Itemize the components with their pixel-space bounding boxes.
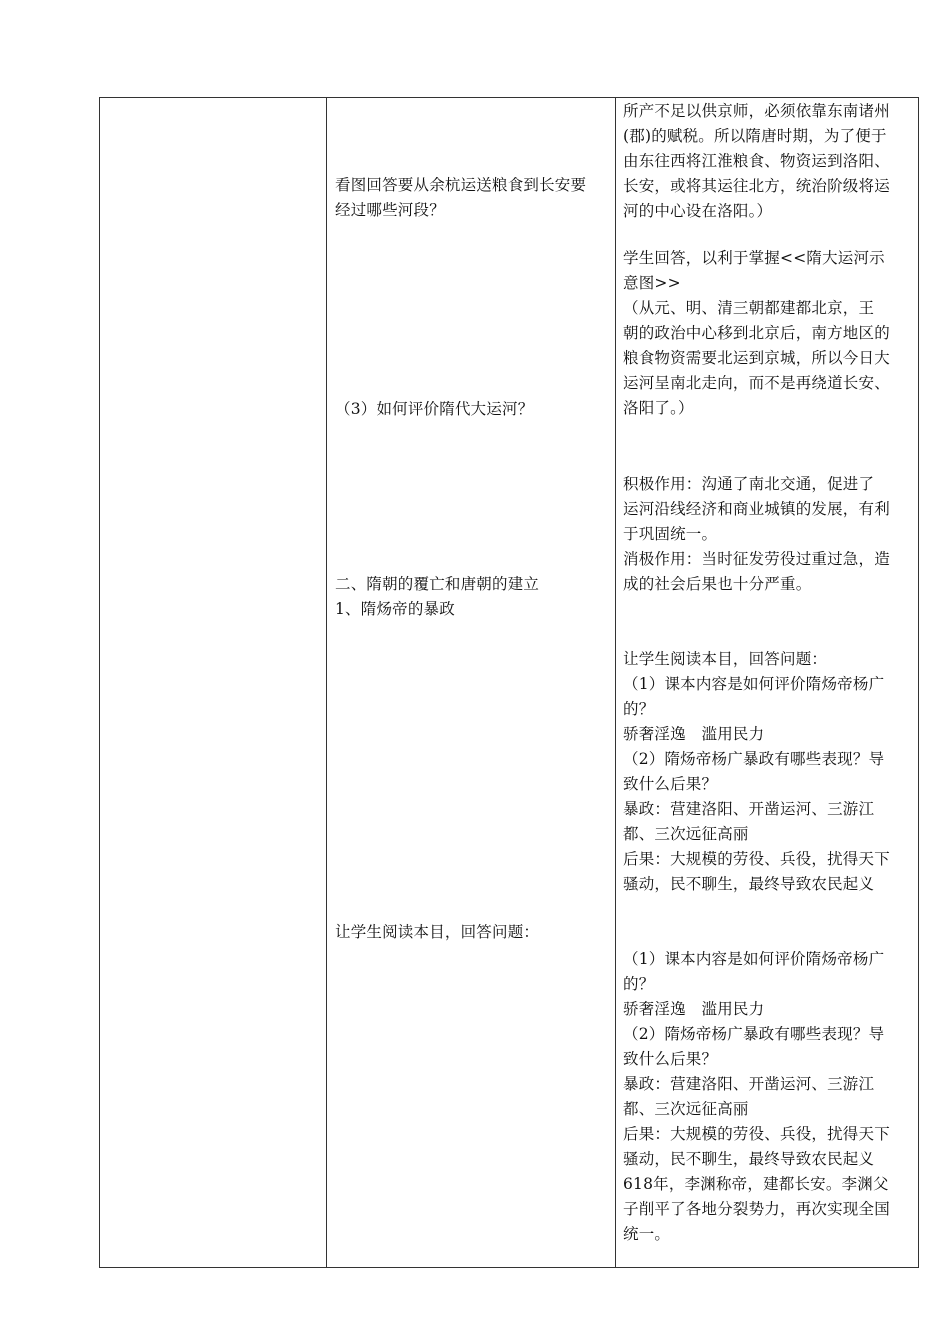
answer-line: 让学生阅读本目，回答问题： bbox=[623, 650, 828, 668]
route-question-line1: 看图回答要从余杭运送粮食到长安要 bbox=[335, 176, 587, 194]
answer-line: 都、三次远征高丽 bbox=[623, 825, 749, 843]
answer-line: 所产不足以供京师，必须依靠东南诸州 bbox=[623, 102, 890, 120]
answer-line: 致什么后果？ bbox=[623, 775, 718, 793]
answer-line: 运河沿线经济和商业城镇的发展，有利 bbox=[623, 500, 890, 518]
answer-line: 意图>> bbox=[623, 274, 681, 292]
section-2-title: 二、隋朝的覆亡和唐朝的建立 bbox=[335, 575, 540, 593]
section-2-subtitle: 1、隋炀帝的暴政 bbox=[335, 600, 455, 618]
answer-line: 积极作用：沟通了南北交通，促进了 bbox=[623, 475, 875, 493]
answer-line: 子削平了各地分裂势力，再次实现全国 bbox=[623, 1200, 890, 1218]
answer-line: 成的社会后果也十分严重。 bbox=[623, 575, 812, 593]
answer-line: 后果：大规模的劳役、兵役，扰得天下 bbox=[623, 850, 890, 868]
answer-line: 由东往西将江淮粮食、物资运到洛阳、 bbox=[623, 152, 890, 170]
answer-line: 618年，李渊称帝，建都长安。李渊父 bbox=[623, 1175, 889, 1193]
answer-line: (郡)的赋税。所以隋唐时期，为了便于 bbox=[623, 127, 887, 145]
answer-line: （1）课本内容是如何评价隋炀帝杨广 bbox=[623, 675, 885, 693]
reading-prompt: 让学生阅读本目，回答问题： bbox=[335, 923, 540, 941]
answer-line: 朝的政治中心移到北京后，南方地区的 bbox=[623, 324, 890, 342]
answer-line: 后果：大规模的劳役、兵役，扰得天下 bbox=[623, 1125, 890, 1143]
answer-line: 骚动，民不聊生，最终导致农民起义 bbox=[623, 1150, 875, 1168]
answer-line: 的？ bbox=[623, 700, 655, 718]
answer-line: 骚动，民不聊生，最终导致农民起义 bbox=[623, 875, 875, 893]
answer-line: 长安，或将其运往北方，统治阶级将运 bbox=[623, 177, 890, 195]
answer-line: 暴政：营建洛阳、开凿运河、三游江 bbox=[623, 1075, 875, 1093]
question-3: （3）如何评价隋代大运河？ bbox=[335, 400, 534, 418]
route-question-line2: 经过哪些河段？ bbox=[335, 201, 445, 219]
answer-line: 于巩固统一。 bbox=[623, 525, 718, 543]
answer-line: （2）隋炀帝杨广暴政有哪些表现？导 bbox=[623, 750, 885, 768]
answer-line: 洛阳了。） bbox=[623, 399, 694, 417]
answer-line: （2）隋炀帝杨广暴政有哪些表现？导 bbox=[623, 1025, 885, 1043]
answer-line: 粮食物资需要北运到京城，所以今日大 bbox=[623, 349, 890, 367]
answer-line: 暴政：营建洛阳、开凿运河、三游江 bbox=[623, 800, 875, 818]
answer-line: 都、三次远征高丽 bbox=[623, 1100, 749, 1118]
answer-line: 学生回答，以利于掌握<<隋大运河示 bbox=[623, 249, 885, 267]
column-divider-2 bbox=[615, 98, 616, 1267]
answer-line: 统一。 bbox=[623, 1225, 671, 1243]
answer-line: 骄奢淫逸 滥用民力 bbox=[623, 1000, 765, 1018]
answer-line: 运河呈南北走向，而不是再绕道长安、 bbox=[623, 374, 890, 392]
column-divider-1 bbox=[326, 98, 327, 1267]
answer-line: （从元、明、清三朝都建都北京，王 bbox=[623, 299, 875, 317]
answer-line: 消极作用：当时征发劳役过重过急，造 bbox=[623, 550, 890, 568]
answer-line: 的？ bbox=[623, 975, 655, 993]
answer-line: 致什么后果？ bbox=[623, 1050, 718, 1068]
answer-line: 骄奢淫逸 滥用民力 bbox=[623, 725, 765, 743]
answer-line: 河的中心设在洛阳。） bbox=[623, 202, 773, 220]
answer-line: （1）课本内容是如何评价隋炀帝杨广 bbox=[623, 950, 885, 968]
lesson-table bbox=[99, 97, 919, 1268]
